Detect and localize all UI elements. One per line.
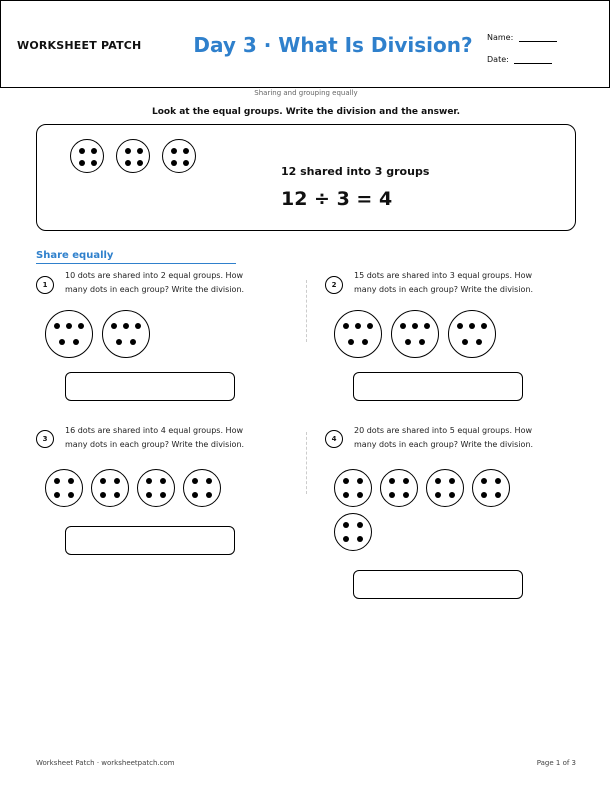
dot [449,478,455,484]
worksheet-header [0,0,610,88]
dot [192,478,198,484]
dot [357,492,363,498]
dot-group-circle [380,469,418,507]
date-label: Date: [487,55,509,64]
dot [125,148,131,154]
dot [54,323,60,329]
footer-site: Worksheet Patch · worksheetpatch.com [36,759,175,767]
dot [343,478,349,484]
dot [403,478,409,484]
dot [146,478,152,484]
dot [130,339,136,345]
dot [389,492,395,498]
dot [206,492,212,498]
dot [403,492,409,498]
dot [160,492,166,498]
dot [59,339,65,345]
dot [171,148,177,154]
dot [424,323,430,329]
dot [449,492,455,498]
example-equation: 12 ÷ 3 = 4 [281,188,393,210]
problem-number-badge: 3 [36,430,54,448]
dot-group-circle [334,469,372,507]
dot [125,160,131,166]
dot [160,478,166,484]
dot-group-circle [70,139,104,173]
dot [79,148,85,154]
dot [419,339,425,345]
dot [469,323,475,329]
dot [481,323,487,329]
dot [137,160,143,166]
problem-text: 15 dots are shared into 3 equal groups. How many dots in each group? Write the division. [354,271,534,294]
dot [435,478,441,484]
dot [91,148,97,154]
dot [78,323,84,329]
dot [123,323,129,329]
dot [389,478,395,484]
page-subtitle: Sharing and grouping equally [254,89,358,97]
dot [183,148,189,154]
dot [362,339,368,345]
section-heading: Share equally [36,250,236,264]
dot [400,323,406,329]
dot [405,339,411,345]
answer-box[interactable] [353,570,523,599]
dot [100,478,106,484]
dot [435,492,441,498]
dot [357,536,363,542]
brand-name: WORKSHEET PATCH [17,39,142,52]
dot [412,323,418,329]
dot-group-circle [137,469,175,507]
dot [357,478,363,484]
dot [348,339,354,345]
dot [343,522,349,528]
dot [192,492,198,498]
dot [137,148,143,154]
dot [54,492,60,498]
dot [495,492,501,498]
dot [111,323,117,329]
dot [100,492,106,498]
dot [355,323,361,329]
dot-group-circle [426,469,464,507]
name-label: Name: [487,33,514,42]
dot [495,478,501,484]
dot-group-circle [391,310,439,358]
dot [357,522,363,528]
dot-group-circle [45,310,93,358]
dot [135,323,141,329]
answer-box[interactable] [65,526,235,555]
problem-number-badge: 1 [36,276,54,294]
dot [68,492,74,498]
footer-page-number: Page 1 of 3 [536,759,576,767]
example-caption: 12 shared into 3 groups [281,165,430,178]
example-box [36,124,576,231]
dot [367,323,373,329]
dot-group-circle [162,139,196,173]
dot [91,160,97,166]
dot [54,478,60,484]
dot [457,323,463,329]
dot [343,323,349,329]
dot [476,339,482,345]
problem-text: 20 dots are shared into 5 equal groups. How many dots in each group? Write the division. [354,426,534,449]
dot [73,339,79,345]
dot [68,478,74,484]
page-title: Day 3 · What Is Division? [193,33,473,57]
instruction-text: Look at the equal groups. Write the division and the answer. [152,107,460,117]
dot [146,492,152,498]
dot [481,492,487,498]
dot-group-circle [334,310,382,358]
answer-box[interactable] [353,372,523,401]
answer-box[interactable] [65,372,235,401]
dot-group-circle [448,310,496,358]
dot [79,160,85,166]
date-field[interactable] [487,55,552,64]
dot-group-circle [334,513,372,551]
dot [116,339,122,345]
dot [343,492,349,498]
date-line [514,63,552,64]
dot [114,492,120,498]
dot-group-circle [102,310,150,358]
dot [66,323,72,329]
problem-number-badge: 2 [325,276,343,294]
problem-text: 16 dots are shared into 4 equal groups. How many dots in each group? Write the division. [65,426,245,449]
dot [462,339,468,345]
name-field[interactable] [487,33,557,42]
dot [114,478,120,484]
dot [481,478,487,484]
dot-group-circle [45,469,83,507]
dot-group-circle [472,469,510,507]
dot [183,160,189,166]
dot-group-circle [91,469,129,507]
problem-number-badge: 4 [325,430,343,448]
dot [206,478,212,484]
problem-text: 10 dots are shared into 2 equal groups. How many dots in each group? Write the division. [65,271,245,294]
column-divider [306,280,307,342]
dot-group-circle [183,469,221,507]
dot [171,160,177,166]
dot-group-circle [116,139,150,173]
name-line [519,41,557,42]
dot [343,536,349,542]
column-divider [306,432,307,494]
